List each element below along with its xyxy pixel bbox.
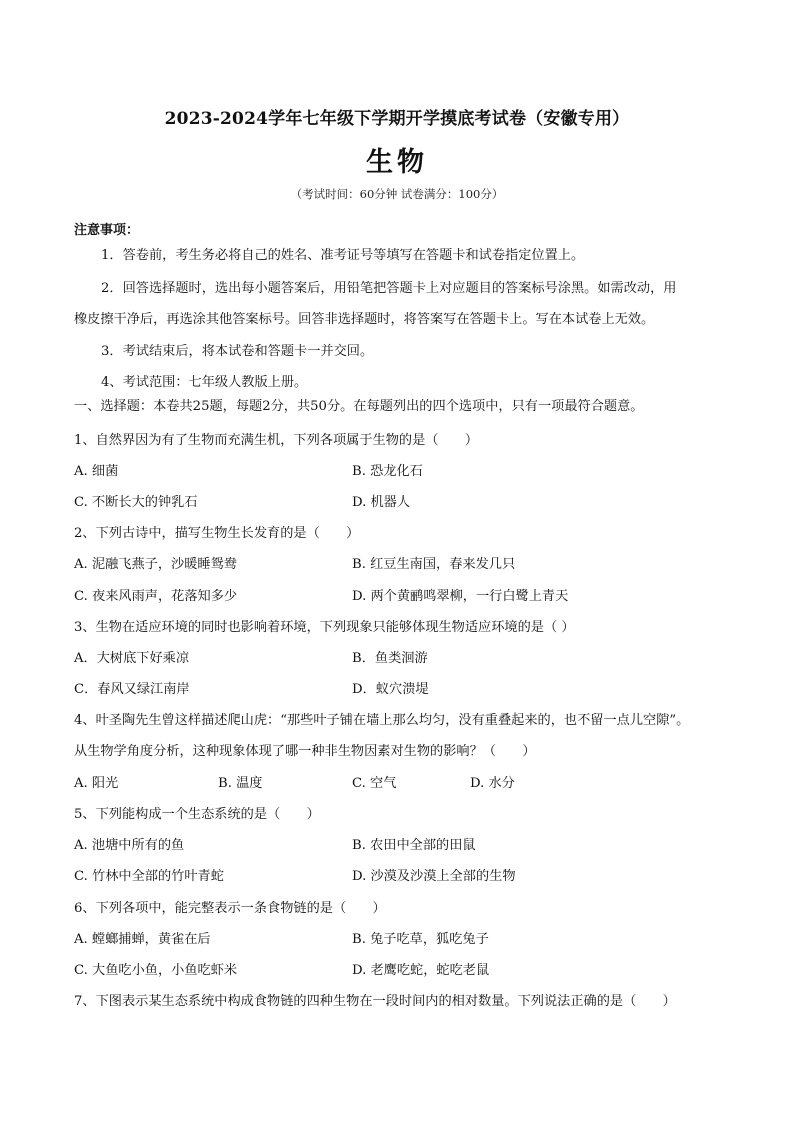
question-2-stem: 2、下列古诗中，描写生物生长发育的是（ ） (74, 526, 360, 541)
question-6-stem: 6、下列各项中，能完整表示一条食物链的是（ ） (74, 901, 386, 916)
question-4-option-a: A. 阳光 (74, 776, 119, 791)
question-4-stem: 4、叶圣陶先生曾这样描述爬山虎：“那些叶子铺在墙上那么均匀，没有重叠起来的，也不留一点儿空隙”。 (74, 713, 690, 728)
question-1-option-b: B. 恐龙化石 (352, 464, 423, 479)
question-5-option-c: C. 竹林中全部的竹叶青蛇 (74, 869, 224, 884)
question-3-option-c: C．春风又绿江南岸 (74, 682, 190, 697)
question-1-option-a: A. 细菌 (74, 464, 119, 479)
notes-title: 注意事项： (74, 223, 140, 238)
exam-title: 2023-2024学年七年级下学期开学摸底考试卷（安徽专用） (164, 109, 630, 129)
note-item-3: 3．考试结束后，将本试卷和答题卡一并交回。 (101, 344, 374, 359)
question-4-stem-cont: 从生物学角度分析，这种现象体现了哪一种非生物因素对生物的影响？（ ） (74, 744, 536, 759)
question-3-option-b: B．鱼类洄游 (352, 651, 428, 666)
question-6-option-d: D. 老鹰吃蛇，蛇吃老鼠 (352, 963, 490, 978)
question-2-option-d: D. 两个黄鹂鸣翠柳，一行白鹭上青天 (352, 589, 569, 604)
question-5-option-d: D. 沙漠及沙漠上全部的生物 (352, 869, 516, 884)
question-4-option-c: C. 空气 (352, 776, 397, 791)
question-6-option-b: B. 兔子吃草，狐吃兔子 (352, 932, 489, 947)
question-1-stem: 1、自然界因为有了生物而充满生机，下列各项属于生物的是（ ） (74, 433, 479, 448)
question-6-option-a: A. 螳螂捕蝉，黄雀在后 (74, 932, 211, 947)
exam-info: （考试时间：60分钟 试卷满分：100分） (290, 187, 504, 201)
question-4-option-d: D. 水分 (470, 776, 515, 791)
question-2-option-c: C. 夜来风雨声，花落知多少 (74, 589, 238, 604)
question-1-option-d: D. 机器人 (352, 495, 411, 510)
section-heading: 一、选择题：本卷共25题，每题2分，共50分。在每题列出的四个选项中，只有一项最符合题意。 (74, 399, 644, 414)
note-item-2: 2．回答选择题时，选出每小题答案后，用铅笔把答题卡上对应题目的答案标号涂黑。如需改动，用 (101, 281, 677, 296)
question-5-option-b: B. 农田中全部的田鼠 (352, 838, 476, 853)
question-4-option-b: B. 温度 (218, 776, 263, 791)
note-item-1: 1．答卷前，考生务必将自己的姓名、准考证号等填写在答题卡和试卷指定位置上。 (101, 248, 585, 263)
question-5-option-a: A. 池塘中所有的鱼 (74, 838, 185, 853)
question-3-option-a: A．大树底下好乘凉 (74, 651, 190, 666)
note-item-2-cont: 橡皮擦干净后，再选涂其他答案标号。回答非选择题时，将答案写在答题卡上。写在本试卷上无效。 (74, 312, 655, 327)
question-5-stem: 5、下列能构成一个生态系统的是（ ） (74, 807, 320, 822)
question-2-option-a: A. 泥融飞燕子，沙暖睡鸳鸯 (74, 557, 237, 572)
question-3-stem: 3、生物在适应环境的同时也影响着环境，下列现象只能够体现生物适应环境的是（ ） (74, 620, 575, 635)
question-6-option-c: C. 大鱼吃小鱼，小鱼吃虾米 (74, 963, 238, 978)
question-2-option-b: B. 红豆生南国，春来发几只 (352, 557, 516, 572)
note-item-4: 4、考试范围：七年级人教版上册。 (101, 375, 308, 390)
question-1-option-c: C. 不断长大的钟乳石 (74, 495, 198, 510)
question-3-option-d: D．蚁穴溃堤 (352, 682, 429, 697)
subject-title: 生物 (366, 147, 428, 178)
question-7-stem: 7、下图表示某生态系统中构成食物链的四种生物在一段时间内的相对数量。下列说法正确的是（ ） (74, 994, 676, 1009)
